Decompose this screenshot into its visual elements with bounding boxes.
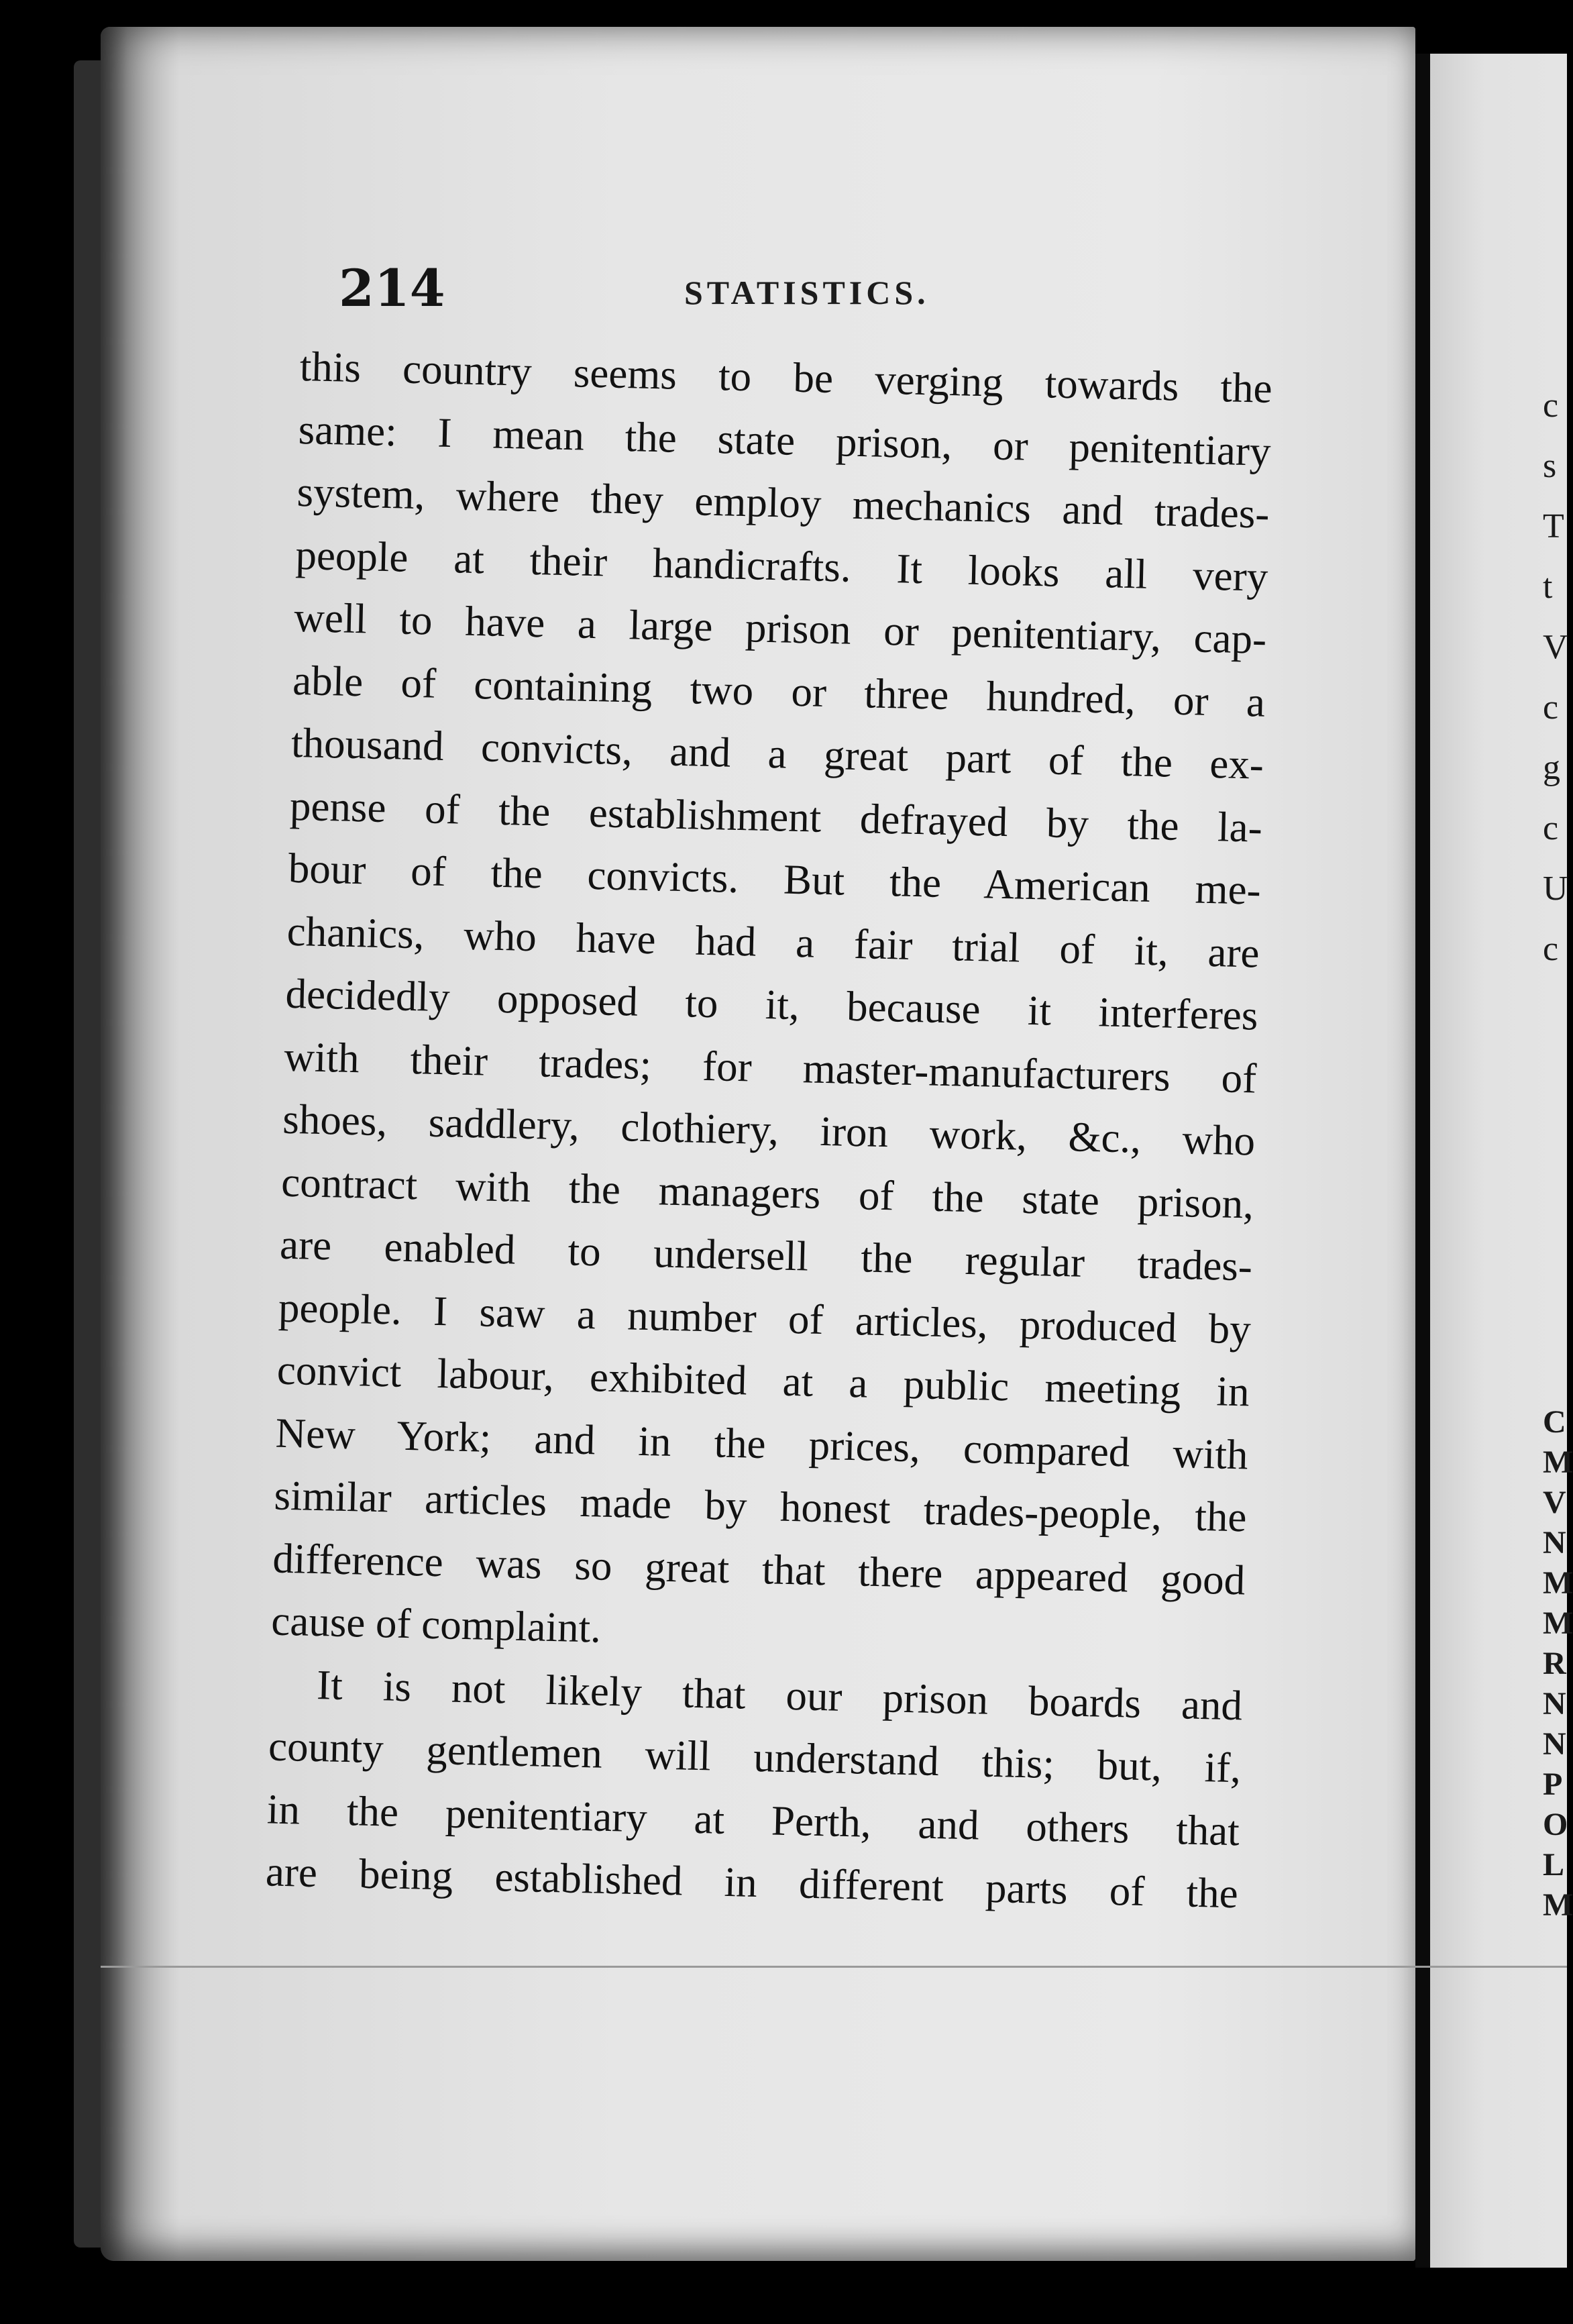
text-line: cause of complaint. <box>270 1597 602 1652</box>
fragment-capital: N <box>1543 1686 1566 1722</box>
fragment-letter: t <box>1543 568 1553 606</box>
text-line: difference was so great that there appeared good <box>272 1534 1246 1603</box>
running-head <box>335 258 1409 319</box>
text-line: able of containing two or three hundred, or a <box>292 656 1266 726</box>
fragment-letter: g <box>1543 749 1560 787</box>
page-number: 214 <box>339 258 445 318</box>
text-line: are being established in different parts of the <box>265 1848 1239 1917</box>
text-line: with their trades; for master-manufacturers of <box>283 1033 1258 1102</box>
text-line: system, where they employ mechanics and trades- <box>296 468 1270 537</box>
text-line: this country seems to be verging towards the <box>299 342 1273 412</box>
text-line: people at their handicrafts. It looks all very <box>294 531 1269 600</box>
text-line: contract with the managers of the state prison, <box>280 1158 1254 1228</box>
fragment-letter: c <box>1543 386 1559 425</box>
text-line: shoes, saddlery, clothiery, iron work, &c., who <box>282 1095 1256 1165</box>
fragment-capital: P <box>1543 1766 1563 1802</box>
running-title: STATISTICS. <box>684 274 930 311</box>
right-page-letter-fragments <box>1543 376 1567 980</box>
fragment-capital: M <box>1543 1444 1573 1480</box>
fragment-capital: M <box>1543 1887 1573 1923</box>
page-bottom-rule <box>101 1966 1567 1973</box>
text-line: same: I mean the state prison, or penitentiary <box>298 405 1272 475</box>
right-page-capital-fragments <box>1543 1402 1573 1925</box>
text-line: bour of the convicts. But the American me- <box>288 844 1262 914</box>
text-line: New York; and in the prices, compared with <box>275 1409 1249 1478</box>
fragment-capital: O <box>1543 1807 1568 1842</box>
text-line: convict labour, exhibited at a public meeting in <box>276 1346 1250 1416</box>
fragment-letter: c <box>1543 688 1559 727</box>
fragment-letter: T <box>1543 507 1564 545</box>
text-line: in the penitentiary at Perth, and others that <box>266 1785 1240 1854</box>
fragment-capital: V <box>1543 1485 1566 1520</box>
body-text <box>265 335 1273 1925</box>
text-line: chanics, who have had a fair trial of it, are <box>286 907 1260 977</box>
text-line: people. I saw a number of articles, produced by <box>278 1283 1252 1353</box>
text-line: well to have a large prison or penitentiary, cap- <box>293 593 1267 663</box>
fragment-letter: c <box>1543 809 1559 847</box>
fragment-capital: L <box>1543 1847 1565 1883</box>
text-line: thousand convicts, and a great part of the ex- <box>290 719 1264 788</box>
text-line: decidedly opposed to it, because it interferes <box>284 969 1259 1039</box>
fragment-capital: M <box>1543 1605 1573 1641</box>
fragment-letter: s <box>1543 447 1557 485</box>
fragment-capital: N <box>1543 1726 1566 1762</box>
fragment-letter: U <box>1543 869 1568 908</box>
text-line: It is not likely that our prison boards and <box>316 1660 1243 1729</box>
fragment-letter: c <box>1543 930 1559 968</box>
fragment-capital: M <box>1543 1565 1573 1601</box>
fragment-capital: R <box>1543 1646 1566 1681</box>
text-line: similar articles made by honest trades-people, the <box>273 1471 1248 1541</box>
book-gutter <box>1415 54 1430 2268</box>
text-line: pense of the establishment defrayed by the la- <box>289 782 1263 851</box>
fragment-letter: V <box>1543 628 1568 666</box>
fragment-capital: C <box>1543 1404 1566 1440</box>
text-line: county gentlemen will understand this; but, if, <box>268 1722 1242 1792</box>
text-line: are enabled to undersell the regular trades- <box>279 1220 1253 1290</box>
fragment-capital: N <box>1543 1525 1566 1561</box>
